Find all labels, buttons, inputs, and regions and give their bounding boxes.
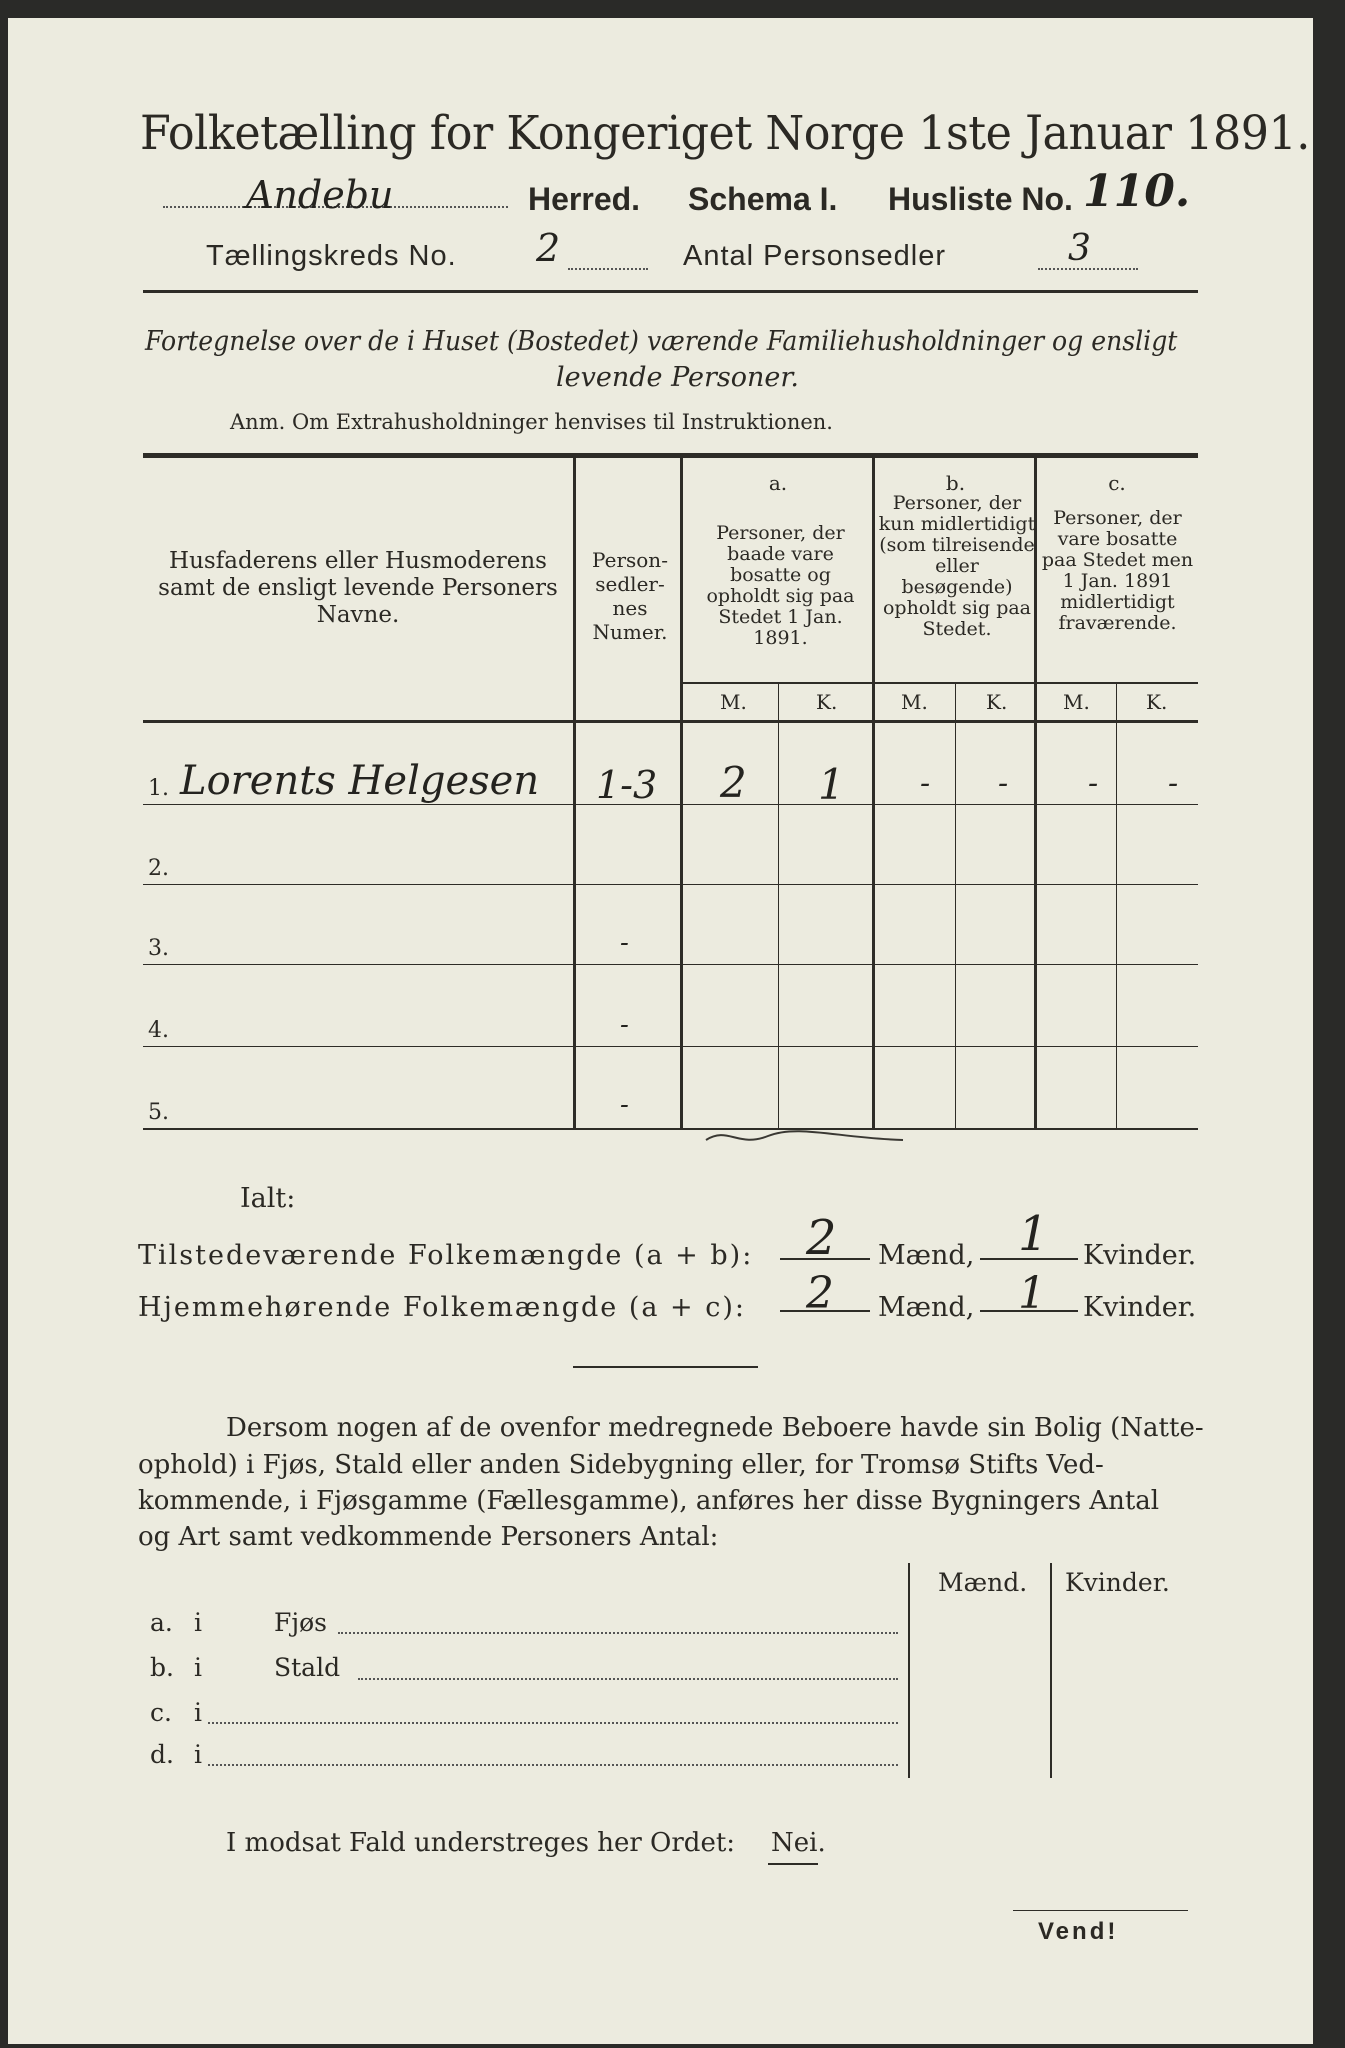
buildings-col-maend: Mænd.	[938, 1568, 1028, 1597]
hjemme-kvinder-label: Kvinder.	[1083, 1292, 1197, 1323]
buildings-col-divider-1	[908, 1563, 910, 1778]
row-1-c-m: -	[1088, 766, 1099, 801]
hjemme-label: Hjemmehørende Folkemængde (a + c):	[138, 1292, 746, 1323]
building-b-dots	[358, 1678, 898, 1680]
hjemme-maend-label: Mænd,	[878, 1292, 975, 1323]
row-3-number: 3.	[148, 936, 169, 961]
nei-word: Nei.	[771, 1828, 826, 1858]
building-d-letter: d.	[150, 1740, 174, 1769]
tilstede-kvinder-label: Kvinder.	[1083, 1240, 1197, 1271]
row-1-c-k: -	[1168, 766, 1179, 801]
building-a-label: Fjøs	[274, 1608, 327, 1637]
table-bottom-rule	[143, 1128, 1198, 1130]
col-header-b: Personer, der kun midlertidigt (som tilreisende eller besøgende) opholdt sig paa Stedet.	[878, 492, 1036, 640]
schema-label: Schema I.	[688, 181, 838, 217]
building-a-dots	[338, 1632, 898, 1634]
form-title: Folketælling for Kongeriget Norge 1ste Januar 1891.	[140, 106, 1310, 161]
anm-note: Anm. Om Extrahusholdninger henvises til Instruktionen.	[230, 410, 833, 434]
col-divider-bk	[955, 682, 956, 1128]
row-4-number: 4.	[148, 1018, 169, 1043]
row-line-3	[143, 964, 1198, 965]
table-header-rule	[143, 720, 1198, 723]
buildings-para-4: og Art samt vedkommende Personers Antal:	[138, 1522, 719, 1552]
row-1-a-k: 1	[818, 760, 845, 809]
nei-underline	[768, 1863, 818, 1865]
intro-line-2: levende Personer.	[556, 362, 799, 393]
herred-label: Herred.	[528, 181, 641, 217]
building-c-dots	[208, 1722, 898, 1724]
row-1-b-k: -	[998, 766, 1009, 801]
buildings-para-1: Dersom nogen af de ovenfor medregnede Beboere havde sin Bolig (Natte-	[226, 1413, 1204, 1443]
col-a-letter: a.	[768, 471, 788, 495]
tilstede-m-value: 2	[806, 1210, 837, 1266]
col-divider-ck	[1116, 682, 1117, 1128]
row-1-number: 1.	[148, 776, 169, 801]
kreds-handwritten: 2	[536, 226, 561, 270]
row-1-b-m: -	[920, 766, 931, 801]
buildings-para-3: kommende, i Fjøsgamme (Fællesgamme), anføres her disse Bygningers Antal	[138, 1486, 1160, 1516]
building-c-letter: c.	[150, 1698, 172, 1727]
husliste-handwritten: 110.	[1083, 166, 1191, 217]
tilstede-maend-label: Mænd,	[878, 1240, 975, 1271]
building-b-letter: b.	[150, 1653, 174, 1682]
intro-line-1: Fortegnelse over de i Huset (Bostedet) værende Familiehusholdninger og ensligt	[145, 326, 1178, 357]
buildings-para-2: ophold) i Fjøs, Stald eller anden Sidebygning eller, for Tromsø Stifts Ved-	[138, 1450, 1104, 1480]
pen-stroke-mark	[698, 1118, 918, 1158]
census-form-sheet	[8, 18, 1313, 2044]
col-header-num: Person-sedler-nes Numer.	[592, 548, 668, 644]
row-line-2	[143, 884, 1198, 885]
row-2-number: 2.	[148, 856, 169, 881]
vend-label: Vend!	[1038, 1918, 1119, 1945]
tilstede-k-value: 1	[1018, 1206, 1049, 1262]
husliste-label: Husliste No.	[888, 181, 1073, 217]
ialt-label: Ialt:	[240, 1183, 296, 1214]
antal-handwritten: 3	[1068, 228, 1091, 269]
row-line-4	[143, 1046, 1198, 1047]
tilstede-label: Tilstedeværende Folkemængde (a + b):	[138, 1240, 754, 1271]
building-a-i: i	[194, 1608, 202, 1637]
hjemme-m-value: 2	[806, 1268, 834, 1319]
vend-rule	[1013, 1910, 1188, 1911]
row-1-a-m: 2	[720, 758, 747, 807]
header-ak: K.	[816, 690, 838, 714]
hjemme-k-value: 1	[1018, 1268, 1046, 1319]
col-b-letter: b.	[945, 471, 966, 495]
row-5-personseddel: -	[620, 1090, 629, 1120]
table-top-rule	[143, 453, 1198, 458]
building-c-i: i	[194, 1698, 202, 1727]
row-1-name: Lorents Helgesen	[180, 758, 540, 804]
header-am: M.	[720, 690, 747, 714]
row-3-personseddel: -	[620, 928, 629, 958]
building-d-dots	[208, 1764, 898, 1766]
buildings-col-divider-2	[1050, 1563, 1052, 1778]
header-bk: K.	[986, 690, 1008, 714]
buildings-col-kvinder: Kvinder.	[1065, 1568, 1170, 1597]
building-d-i: i	[194, 1740, 202, 1769]
kreds-dots	[568, 268, 648, 270]
row-line-1	[143, 804, 1198, 805]
header-ck: K.	[1146, 690, 1168, 714]
header-rule	[143, 290, 1198, 293]
antal-label: Antal Personsedler	[683, 240, 947, 272]
col-divider-name	[573, 458, 576, 1128]
antal-dots	[1038, 268, 1138, 270]
col-header-a: Personer, der baade vare bosatte og opholdt sig paa Stedet 1 Jan. 1891.	[706, 522, 855, 649]
building-b-i: i	[194, 1653, 202, 1682]
row-4-personseddel: -	[620, 1010, 629, 1040]
row-5-number: 5.	[148, 1100, 169, 1125]
header-bm: M.	[901, 690, 928, 714]
col-c-letter: c.	[1108, 471, 1126, 495]
modsat-text: I modsat Fald understreges her Ordet:	[226, 1828, 736, 1858]
col-divider-num	[680, 458, 683, 1128]
col-divider-a	[872, 458, 875, 1128]
header-cm: M.	[1063, 690, 1090, 714]
building-b-label: Stald	[274, 1653, 341, 1682]
kreds-label: Tællingskreds No.	[206, 240, 457, 272]
herred-handwritten: Andebu	[246, 173, 394, 217]
row-1-personseddel: 1-3	[596, 763, 658, 807]
col-header-c: Personer, der vare bosatte paa Stedet men 1 Jan. 1891 midlertidigt fraværende.	[1041, 507, 1194, 634]
mk-rule	[683, 682, 1198, 684]
section-divider	[573, 1366, 758, 1368]
col-header-name: Husfaderens eller Husmoderens samt de ensligt levende Personers Navne.	[158, 548, 558, 628]
col-divider-ak	[778, 682, 779, 1128]
building-a-letter: a.	[150, 1608, 173, 1637]
